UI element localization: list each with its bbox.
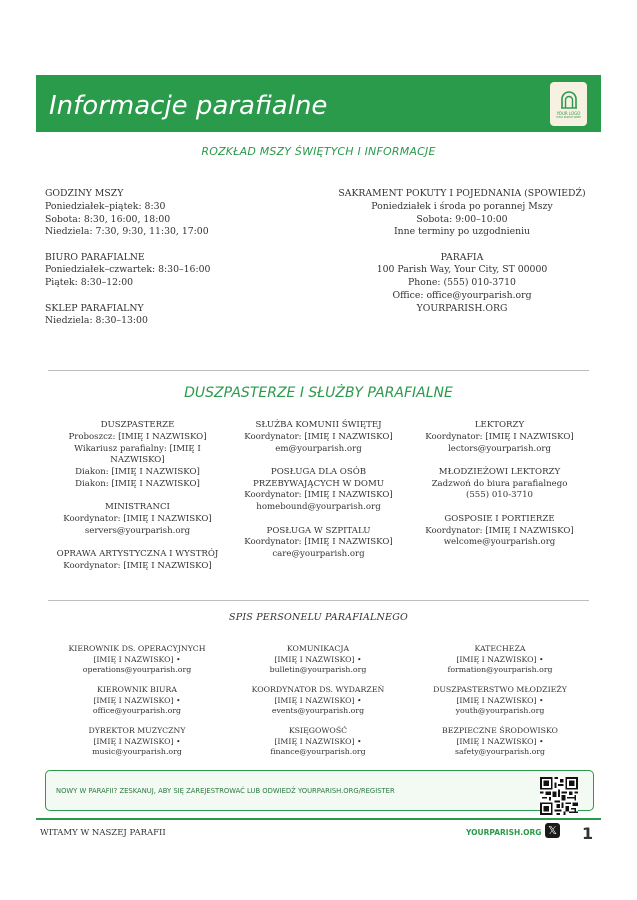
ministry-line: welcome@yourparish.org [443,537,556,548]
ministry-line: Koordynator: [IMIĘ I NAZWISKO] [244,431,393,442]
ministry-block [50,502,225,537]
schedule-right-column [330,188,594,328]
block-line: Poniedziałek–piątek: 8:30 [45,200,166,212]
staff-column-3 [410,644,590,767]
page-title: Informacje parafialne [49,91,328,121]
staff-block [228,685,408,717]
staff-line: music@yourparish.org [92,747,182,756]
staff-block [228,644,408,676]
staff-line: [IMIĘ I NAZWISKO] • [456,695,544,705]
schedule-left-column [45,188,305,341]
block-line: Sobota: 8:30, 16:00, 18:00 [45,213,171,225]
ministry-block [231,526,406,561]
block-line: Sobota: 9:00–10:00 [416,213,508,225]
ministry-line: care@yourparish.org [272,549,365,560]
ministry-line: Koordynator: [IMIĘ I NAZWISKO] [244,537,393,548]
register-text: NOWY W PARAFII? ZESKANUJ, ABY SIĘ ZAREJESTROWAĆ LUB ODWIEDŹ YOURPARISH.ORG/REGISTER [56,787,395,795]
ministry-block [412,420,587,455]
staff-block [410,644,590,676]
staff-line: formation@yourparish.org [447,665,553,674]
block-heading: SAKRAMENT POKUTY I POJEDNANIA (SPOWIEDŹ) [338,188,586,199]
ministry-heading: MŁODZIEŻOWI LEKTORZY [438,466,561,477]
phone-line: Phone: (555) 010-3710 [408,277,516,289]
ministry-line: Diakon: [IMIĘ I NAZWISKO] [75,467,200,478]
staff-block [47,685,227,717]
ministry-heading: GOSPOSIE I PORTIERZE [444,513,555,524]
ministry-block [412,514,587,549]
email-line: Office: office@yourparish.org [392,290,532,302]
parish-office-block [45,252,305,290]
divider [48,370,589,371]
ministry-line: homebound@yourparish.org [256,502,381,513]
ministry-block [412,467,587,502]
ministry-heading: SŁUŻBA KOMUNII ŚWIĘTEJ [255,420,382,430]
staff-block [47,726,227,758]
ministry-block [231,420,406,455]
ministry-line: Koordynator: [IMIĘ I NAZWISKO] [425,525,574,536]
staff-line: events@yourparish.org [271,706,365,715]
logo-text: YOUR LOGO [556,110,581,116]
staff-line: bulletin@yourparish.org [269,665,367,674]
block-line: Poniedziałek–czwartek: 8:30–16:00 [45,264,211,276]
staff-column-2 [228,644,408,767]
staff-line: [IMIĘ I NAZWISKO] • [274,654,362,664]
confession-block [330,188,594,239]
staff-column-1 [47,644,227,767]
mass-hours-block [45,188,305,239]
divider [48,600,589,601]
block-heading: BIURO PARAFIALNE [45,251,145,263]
ministry-line: em@yourparish.org [275,443,362,454]
staff-heading: KIEROWNIK BIURA [97,685,177,694]
staff-heading: KATECHEZA [474,644,526,653]
schedule-subtitle: ROZKŁAD MSZY ŚWIĘTYCH I INFORMACJE [201,145,436,158]
ministry-line: Wikariusz parafialny: [IMIĘ I NAZWISKO] [74,443,201,466]
ministry-line: Koordynator: [IMIĘ I NAZWISKO] [244,490,393,501]
ministry-heading: LEKTORZY [474,420,525,430]
footer-divider [36,818,601,820]
ministry-line: Koordynator: [IMIĘ I NAZWISKO] [63,514,212,525]
footer-website-link[interactable]: YOURPARISH.ORG [466,828,542,837]
staff-line: [IMIĘ I NAZWISKO] • [93,695,181,705]
staff-heading: KOMUNIKACJA [286,644,350,653]
staff-heading: DUSZPASTERSTWO MŁODZIEŻY [433,685,567,694]
ministry-line: servers@yourparish.org [84,525,191,536]
block-line: Inne terminy po uzgodnieniu [393,226,531,238]
parish-shop-block [45,303,305,329]
ministry-line: Diakon: [IMIĘ I NAZWISKO] [75,478,200,489]
header-banner [36,75,601,132]
website-line: YOURPARISH.ORG [416,302,508,314]
ministry-line: Zadzwoń do biura parafialnego [431,478,568,489]
ministries-title: DUSZPASTERZE I SŁUŻBY PARAFIALNE [184,385,453,401]
staff-line: [IMIĘ I NAZWISKO] • [93,654,181,664]
block-line: Niedziela: 8:30–13:00 [45,315,148,327]
staff-block [410,726,590,758]
ministry-block [50,420,225,491]
qr-code-icon[interactable] [540,777,578,815]
ministry-heading: MINISTRANCI [105,502,170,513]
block-heading: SKLEP PARAFIALNY [45,302,144,314]
x-social-icon[interactable]: 𝕏 [545,823,560,838]
ministry-heading: POSŁUGA DLA OSÓB PRZEBYWAJĄCYCH W DOMU [252,466,385,489]
staff-line: operations@yourparish.org [82,665,192,674]
block-line: Piątek: 8:30–12:00 [45,277,134,289]
staff-line: [IMIĘ I NAZWISKO] • [456,654,544,664]
register-callout [45,770,594,811]
block-line: Niedziela: 7:30, 9:30, 11:30, 17:00 [45,226,209,238]
block-line: Poniedziałek i środa po porannej Mszy [371,200,553,212]
staff-heading: KSIĘGOWOŚĆ [288,726,348,735]
block-heading: GODZINY MSZY [45,188,124,199]
ministry-line: Koordynator: [IMIĘ I NAZWISKO] [63,560,212,571]
staff-title: SPIS PERSONELU PARAFIALNEGO [229,612,408,623]
ministry-heading: OPRAWA ARTYSTYCZNA I WYSTRÓJ [56,549,219,560]
footer-welcome: WITAMY W NASZEJ PARAFII [40,828,166,838]
ministry-line: Proboszcz: [IMIĘ I NAZWISKO] [68,431,207,442]
parish-contact-block [330,252,594,316]
staff-line: [IMIĘ I NAZWISKO] • [274,736,362,746]
staff-line: [IMIĘ I NAZWISKO] • [456,736,544,746]
staff-line: [IMIĘ I NAZWISKO] • [274,695,362,705]
ministry-line: (555) 010-3710 [465,490,534,501]
staff-line: [IMIĘ I NAZWISKO] • [93,736,181,746]
staff-line: finance@yourparish.org [270,747,366,756]
ministry-heading: DUSZPASTERZE [100,420,175,430]
ministry-line: Koordynator: [IMIĘ I NAZWISKO] [425,431,574,442]
ministries-column-1 [50,420,225,584]
staff-heading: KIEROWNIK DS. OPERACYJNYCH [68,644,206,653]
staff-line: safety@yourparish.org [454,747,546,756]
staff-heading: BEZPIECZNE ŚRODOWISKO [442,726,558,735]
ministry-heading: POSŁUGA W SZPITALU [266,525,371,536]
page-number: 1 [582,824,594,843]
staff-line: office@yourparish.org [92,706,182,715]
block-heading: PARAFIA [440,251,484,263]
church-arch-icon [559,90,579,110]
staff-heading: DYREKTOR MUZYCZNY [88,726,186,735]
staff-block [228,726,408,758]
logo-subtext: YOUR PARISH NAME [556,115,581,119]
ministry-line: lectors@yourparish.org [448,443,551,454]
ministries-column-2 [231,420,406,572]
staff-heading: KOORDYNATOR DS. WYDARZEŃ [251,685,385,694]
ministry-block [231,467,406,514]
address-line: 100 Parish Way, Your City, ST 00000 [376,264,548,276]
ministries-column-3 [412,420,587,561]
staff-block [410,685,590,717]
ministry-block [50,549,225,573]
staff-line: youth@yourparish.org [455,706,545,715]
parish-logo [550,82,587,126]
staff-block [47,644,227,676]
